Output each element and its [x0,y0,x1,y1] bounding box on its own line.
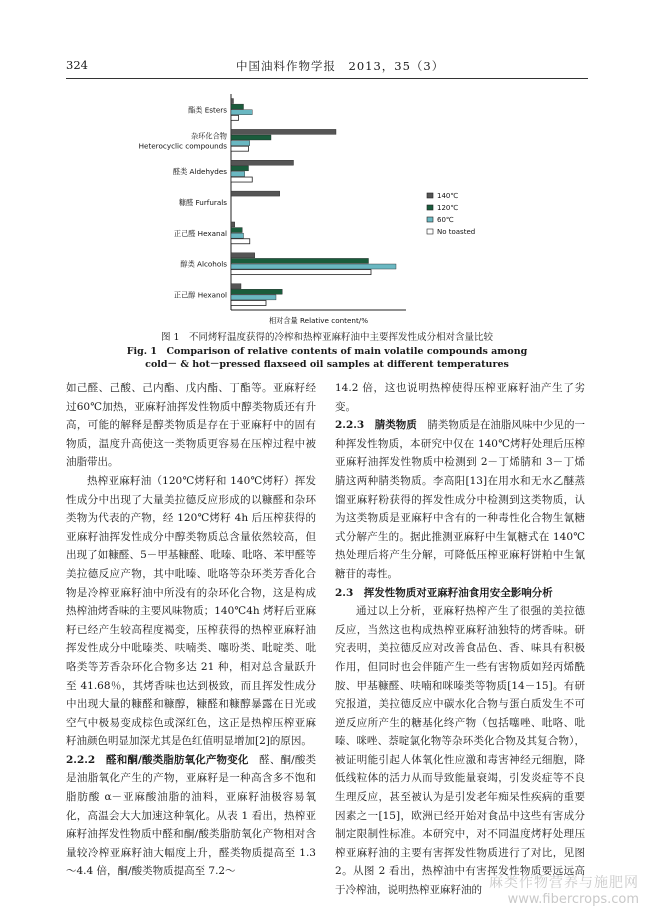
category-label: 正己醛 Hexanal [173,228,227,238]
section-heading-2-3: 2.3 挥发性物质对亚麻籽油食用安全影响分析 [335,586,553,599]
bar [231,295,276,300]
paragraph: 通过以上分析，亚麻籽热榨产生了很强的美拉德反应，当然这也构成热榨亚麻籽油独特的烤香味。研究表明，美拉德反应对改善食品色、香、味具有积极作用，但同时也会伴随产生一些有害物质如羟丙烯酰胺、甲基糠醛、呋喃和咪嗪类等物质[14－15]。有研究报道，美拉德反应中碳水化合物与蛋白质发生不可逆反应所产生的糖基化终产物（包括噻唑、吡咯、吡嗪、咪唑、萘啶氯化物等杂环类化合物及其复合物），被证明能引起人体氧化性应激和毒害神经元细胞，降低线粒体的活力从而导致能量衰竭，引发炎症等不良生理反应，甚至被认为是引发老年痴呆性疾病的重要因素之一[15]，欧洲已经开始对食品中这些有害成分制定限制性标准。本研究中，对不同温度烤籽处理压榨亚麻籽油的主要有害挥发性物质进行了对比，见图 2。从图 2 看出，热榨油中有害挥发性物质要远远高于冷榨油，说明热榨亚麻籽油的 [335,605,585,897]
right-column [335,379,585,900]
bar [231,253,255,258]
category-label: 正己醇 Hexanol [173,290,227,300]
bar [231,99,234,104]
bar [231,129,336,134]
paragraph: 腈类物质是在油脂风味中少见的一种挥发性物质，本研究中仅在 140℃烤籽处理后压榨亚麻籽油挥发性物质中检测到 2－丁烯腈和 3－丁烯腈这两种腈类物质。李高阳[13]在用水和无水乙醚蒸馏亚麻籽粉获得的挥发性成分中检测到这类物质，认为这类物质是亚麻籽中含有的一种毒性化合物生氰糖式分解产生的。据此推测亚麻籽中生氰糖式在 140℃热处理后将产生分解，可降低压榨亚麻籽饼粕中生氰糖苷的毒性。 [335,419,586,580]
category-label: 酯类 Esters [188,105,227,115]
watermark-line2: www.fibercrops.com [507,892,639,907]
legend-swatch [427,205,433,210]
legend-swatch [427,193,433,198]
x-axis-label: 相对含量 Relative content/% [268,316,369,325]
bar [231,146,249,151]
paragraph: 醛、酮/酸类是油脂氧化产生的产物，亚麻籽是一种高含多不饱和脂肪酸 α－亚麻酸油脂的油料，亚麻籽油极容易氧化，高温会大大加速这种氧化。从表 1 看出，热榨亚麻籽油挥发性物质中醛和酮/酸类脂肪氧化产物相对含量较冷榨亚麻籽油大幅度上升，醛类物质提高至 1.3～4.4 倍，酮/酸类物质提高至 7.2～ [66,753,316,878]
category-label: 糠醛 Furfurals [178,198,227,207]
legend-swatch [427,217,433,222]
watermark-line1: 麻类作物营养与施肥网 [489,875,639,891]
bar [231,191,280,196]
legend-label: 120℃ [437,204,459,212]
page-header [66,58,588,78]
bar [231,289,282,294]
watermark [489,872,639,907]
bar [231,177,252,182]
section-heading-2-2-2: 2.2.2 醛和酮/酸类脂肪氧化产物变化 [66,753,249,766]
header-rule [66,78,588,79]
paragraph: 如己醛、己酸、己内酯、戊内酯、丁酯等。亚麻籽经过60℃加热，亚麻籽油挥发性物质中醇类物质还有升高，可能的解释是醇类物质是存在于亚麻籽中的固有物质，温度升高使这一类物质更容易在压榨过程中被油脂带出。 [66,382,316,469]
page-number: 324 [66,58,88,72]
bar [231,228,242,233]
journal-running-head: 中国油料作物学报 2013，35（3） [236,59,445,73]
bar [231,284,241,289]
bar [231,258,369,263]
figure-caption-en-line2: cold－ & hot－pressed flaxseed oil samples at different temperatures [145,359,509,370]
legend-label: 60℃ [437,216,454,224]
bar [231,270,371,275]
section-heading-2-2-3: 2.2.3 腈类物质 [335,419,417,432]
category-label: Heterocyclic compounds [138,141,227,151]
bar [231,300,266,305]
figure-1-bar-chart [138,92,496,328]
bar [231,171,245,176]
bar [231,239,250,244]
bar [231,222,235,227]
bar [231,264,396,269]
bar [231,115,239,120]
bar [231,233,244,238]
paragraph: 热榨亚麻籽油（120℃烤籽和 140℃烤籽）挥发性成分中出现了大量美拉德反应形成的以糠醛和杂环类物为代表的产物，经 120℃烤籽 4h 后压榨获得的亚麻籽油挥发性成分中醇类物质总含量依然较高，但出现了如糠醛、5－甲基糠醛、吡嗪、吡咯、苯甲醛等美拉德反应产物，其中吡嗪、吡咯等杂环类芳香化合物是冷榨亚麻籽油中所没有的杂环化合物，这是构成热榨油烤香味的主要风味物质；140℃4h 烤籽后亚麻籽已经产生较高程度褐变，压榨获得的热榨亚麻籽油挥发性成分中吡嗪类、呋喃类、噻吩类、吡啶类、吡咯类等芳香杂环化合物多达 21 种，相对总含量跃升至 41.68％，其烤香味也达到极致，而且挥发性成分中出现大量的糠醛和糠醇，糠醛和糠醇暴露在日光或空气中极易变成棕色或深红色，这正是热榨压榨亚麻籽油颜色明显加深尤其是色红值明显增加[2]的原因。 [66,474,316,748]
bar [231,104,244,109]
bar [231,110,252,115]
category-label: 醛类 Aldehydes [172,167,227,177]
bar [231,141,250,146]
figure-caption-en-line1: Fig. 1 Comparison of relative contents of main volatile compounds among [126,346,528,357]
legend-label: No toasted [437,228,476,236]
paragraph: 14.2 倍，这也说明热榨使得压榨亚麻籽油产生了劣变。 [335,382,585,413]
category-label: 杂环化合物 [191,131,227,141]
left-column [66,379,316,881]
bar [231,135,271,140]
figure-caption-cn: 图 1 不同烤籽温度获得的冷榨和热榨亚麻籽油中主要挥发性成分相对含量比较 [160,332,494,343]
bar [231,166,249,171]
legend-swatch [427,229,433,234]
legend-label: 140℃ [437,192,459,200]
bar [231,160,294,165]
category-label: 醇类 Alcohols [180,259,227,269]
